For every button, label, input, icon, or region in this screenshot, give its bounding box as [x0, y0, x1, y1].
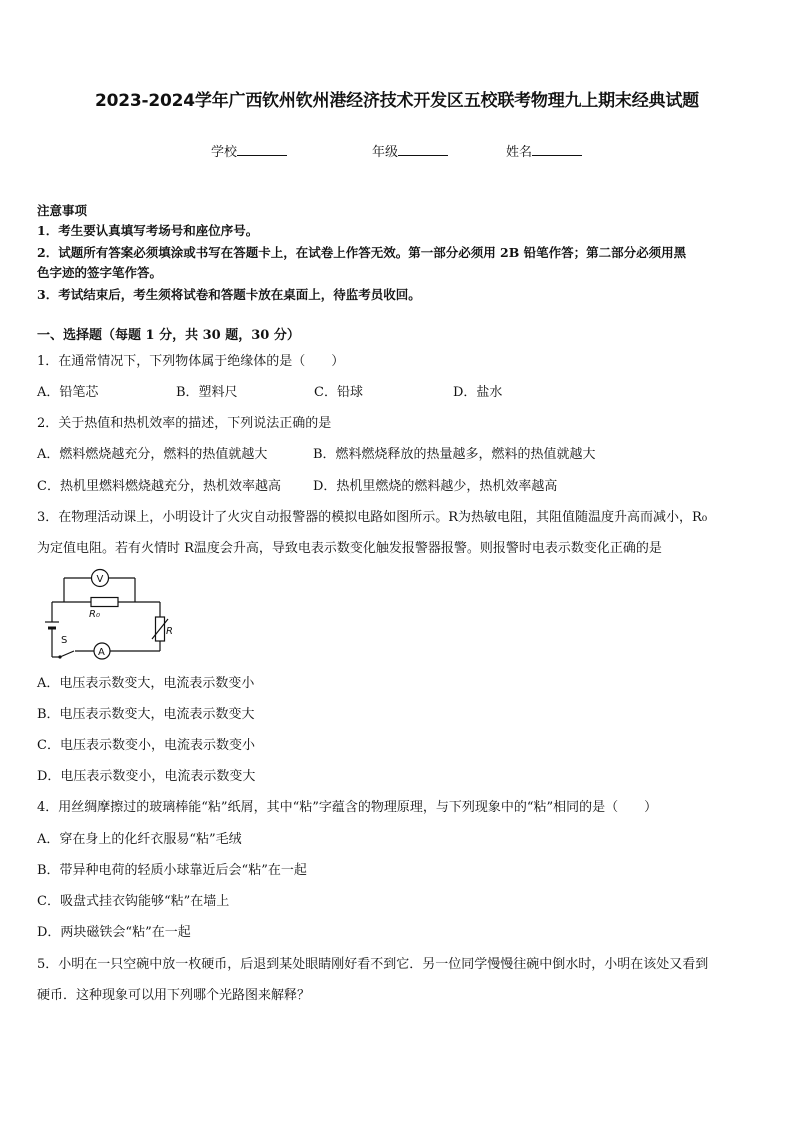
- q1-option-b[interactable]: B．塑料尺: [176, 385, 238, 400]
- q4-option-c[interactable]: C．吸盘式挂衣钩能够“粘”在墙上: [37, 894, 230, 909]
- q3-stem-line-2: 为定值电阻。若有火情时 R温度会升高，导致电表示数变化触发报警器报警。则报警时电表示数变化正确的是: [37, 541, 662, 556]
- q1-option-c[interactable]: C．铅球: [314, 385, 363, 400]
- q4-option-b[interactable]: B．带异种电荷的轻质小球靠近后会“粘”在一起: [37, 863, 307, 878]
- q4-option-a[interactable]: A．穿在身上的化纤衣服易“粘”毛绒: [37, 832, 242, 847]
- q2-option-b[interactable]: B．燃料燃烧释放的热量越多，燃料的热值就越大: [313, 447, 596, 462]
- name-label: 姓名: [506, 145, 533, 160]
- grade-blank[interactable]: [398, 143, 448, 156]
- q3-option-b[interactable]: B．电压表示数变大，电流表示数变大: [37, 707, 255, 722]
- page-title: 2023-2024学年广西钦州钦州港经济技术开发区五校联考物理九上期末经典试题: [95, 91, 699, 111]
- q4-stem: 4．用丝绸摩擦过的玻璃棒能“粘”纸屑，其中“粘”字蕴含的物理原理，与下列现象中的“粘”相同的是（ ）: [37, 800, 658, 815]
- notice-heading: 注意事项: [37, 203, 88, 218]
- ammeter-label: A: [98, 647, 105, 658]
- q5-stem-line-1: 5．小明在一只空碗中放一枚硬币，后退到某处眼睛刚好看不到它．另一位同学慢慢往碗中倒水时，小明在该处又看到: [37, 957, 709, 972]
- q3-option-d[interactable]: D．电压表示数变小，电流表示数变大: [37, 769, 256, 784]
- grade-label: 年级: [372, 145, 399, 160]
- q3-circuit-diagram: [40, 565, 180, 663]
- q2-option-d[interactable]: D．热机里燃烧的燃料越少，热机效率越高: [313, 479, 558, 494]
- student-info: [0, 141, 794, 161]
- grade-field[interactable]: [372, 141, 448, 160]
- q2-stem: 2．关于热值和热机效率的描述，下列说法正确的是: [37, 416, 332, 431]
- school-label: 学校: [211, 145, 238, 160]
- name-field[interactable]: [506, 141, 582, 160]
- r0-label: R₀: [89, 609, 100, 620]
- notice-line-3: 色字迹的签字笔作答。: [37, 265, 163, 280]
- q2-option-c[interactable]: C．热机里燃料燃烧越充分，热机效率越高: [37, 479, 281, 494]
- school-field[interactable]: [211, 141, 287, 160]
- q4-option-d[interactable]: D．两块磁铁会“粘”在一起: [37, 925, 191, 940]
- q5-stem-line-2: 硬币．这种现象可以用下列哪个光路图来解释？: [37, 988, 311, 1003]
- name-blank[interactable]: [532, 143, 582, 156]
- switch-label: S: [61, 635, 68, 646]
- section-heading: 一、选择题（每题 1 分，共 30 题，30 分）: [37, 328, 300, 343]
- school-blank[interactable]: [237, 143, 287, 156]
- q3-stem-line-1: 3．在物理活动课上，小明设计了火灾自动报警器的模拟电路如图所示。R为热敏电阻，其阻值随温度升高而减小，R₀: [37, 510, 708, 525]
- q1-option-a[interactable]: A．铅笔芯: [37, 385, 99, 400]
- voltmeter-label: V: [96, 574, 104, 585]
- notice-line-1: 1．考生要认真填写考场号和座位序号。: [37, 223, 259, 238]
- notice-line-4: 3．考试结束后，考生须将试卷和答题卡放在桌面上，待监考员收回。: [37, 287, 421, 302]
- switch-lever: [60, 651, 74, 657]
- q3-option-c[interactable]: C．电压表示数变小，电流表示数变小: [37, 738, 255, 753]
- notice-line-2: 2．试题所有答案必须填涂或书写在答题卡上，在试卷上作答无效。第一部分必须用 2B 铅笔作答；第二部分必须用黑: [37, 245, 687, 260]
- q2-option-a[interactable]: A．燃料燃烧越充分，燃料的热值就越大: [37, 447, 268, 462]
- r-label: R: [166, 626, 173, 637]
- q1-stem: 1．在通常情况下，下列物体属于绝缘体的是（ ）: [37, 354, 345, 369]
- r0-resistor: [91, 598, 118, 607]
- switch-pivot: [58, 655, 61, 658]
- q3-option-a[interactable]: A．电压表示数变大，电流表示数变小: [37, 676, 255, 691]
- q1-option-d[interactable]: D．盐水: [453, 385, 503, 400]
